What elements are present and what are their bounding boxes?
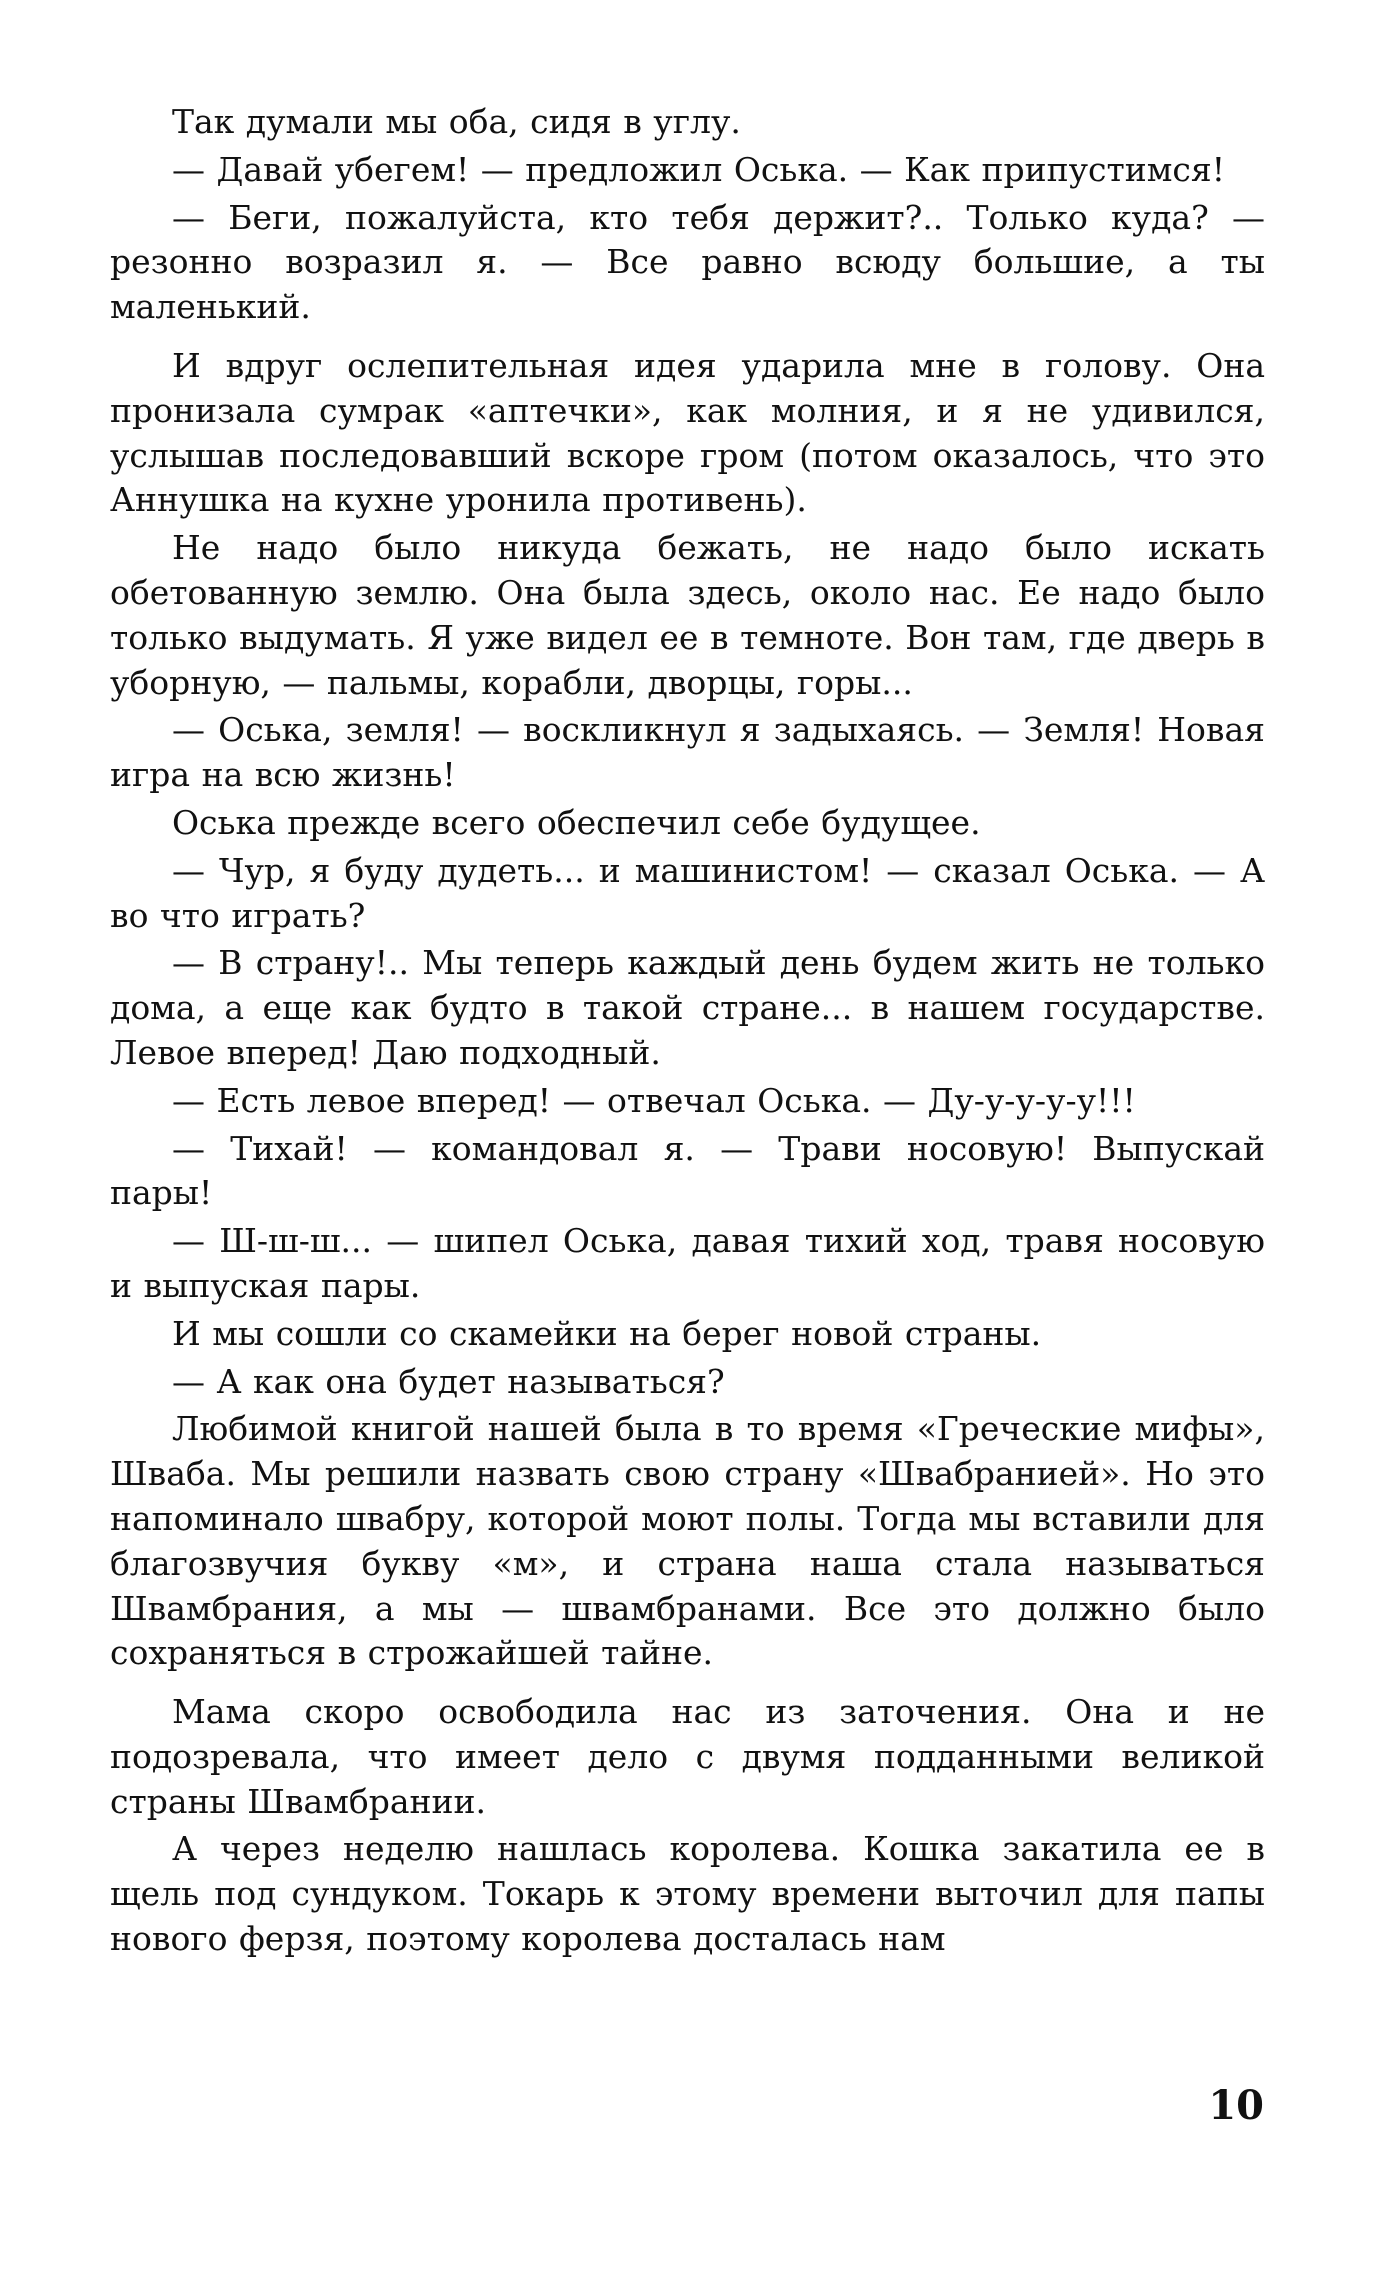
paragraph-8: — Чур, я буду дудеть... и машинистом! — сказал Оська. — А во что играть? (110, 850, 1265, 935)
paragraph-6: — Оська, земля! — воскликнул я задыхаясь. — Земля! Новая игра на всю жизнь! (110, 710, 1265, 795)
page-body (110, 100, 1265, 1962)
paragraph-10: — Есть левое вперед! — отвечал Оська. — Ду-у-у-у-у!!! (172, 1080, 1136, 1120)
paragraph-9: — В страну!.. Мы теперь каждый день будем жить не только дома, а еще как будто в такой стране... в нашем государстве. Левое вперед! Даю подходный. (110, 943, 1265, 1072)
paragraph-12: — Ш-ш-ш... — шипел Оська, давая тихий ход, травя носовую и выпуская пары. (110, 1221, 1265, 1305)
paragraph-13: И мы сошли со скамейки на берег новой страны. (172, 1313, 1042, 1353)
paragraph-17: А через неделю нашлась королева. Кошка закатила ее в щель под сундуком. Токарь к этому времени выточил для папы нового ферзя, поэтому королева досталась нам (110, 1829, 1265, 1959)
paragraph-3: — Беги, пожалуйста, кто тебя держит?.. Только куда? — резонно возразил я. — Все равно всюду большие, а ты маленький. (110, 197, 1265, 327)
paragraph-4: И вдруг ослепительная идея ударила мне в голову. Она пронизала сумрак «аптечки», как молния, и я не удивился, услышав последовавший вскоре гром (потом оказалось, что это Аннушка на кухне уронила противень). (110, 345, 1265, 520)
paragraph-15: Любимой книгой нашей была в то время «Греческие мифы», Шваба. Мы решили назвать свою страну «Швабранией». Но это напоминало швабру, которой моют полы. Тогда мы вставили для благозвучия букву «м», и страна наша стала называться Швамбрания, а мы — швамбранами. Все это должно было сохраняться в строжайшей тайне. (110, 1409, 1265, 1673)
paragraph-2: — Давай убегем! — предложил Оська. — Как припустимся! (172, 149, 1225, 189)
paragraph-5: Не надо было никуда бежать, не надо было искать обетованную землю. Она была здесь, около нас. Ее надо было только выдумать. Я уже видел ее в темноте. Вон там, где дверь в уборную, — пальмы, корабли, дворцы, горы... (110, 528, 1265, 702)
paragraph-14: — А как она будет называться? (172, 1361, 725, 1401)
paragraph-7: Оська прежде всего обеспечил себе будущее. (172, 802, 981, 842)
page-number: 10 (1208, 2082, 1264, 2129)
paragraph-16: Мама скоро освободила нас из заточения. Она и не подозревала, что имеет дело с двумя подданными великой страны Швамбрании. (110, 1692, 1265, 1821)
paragraph-1: Так думали мы оба, сидя в углу. (172, 102, 741, 141)
paragraph-11: — Тихай! — командовал я. — Трави носовую! Выпускай пары! (110, 1128, 1265, 1213)
